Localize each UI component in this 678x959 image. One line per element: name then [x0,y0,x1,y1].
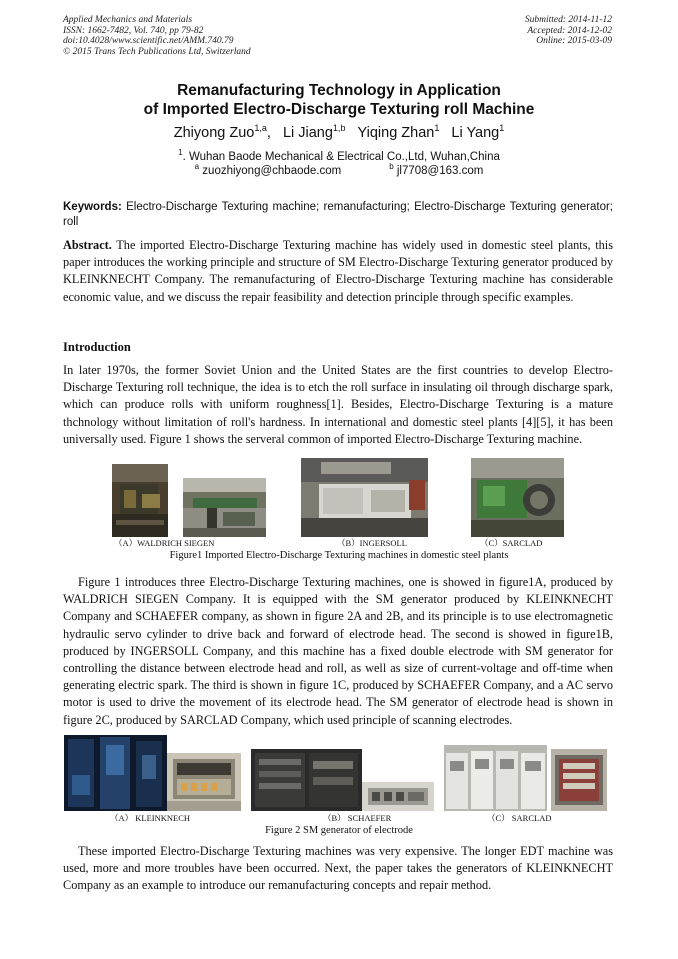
email-a[interactable]: zuozhiyong@chbaode.com [202,165,342,177]
date-submitted: Submitted: 2014-11-12 [524,15,612,25]
author-emails: $^a$ zuozhiyong@chbaode.com $^b$ jl7708@163.com [194,162,484,177]
introduction-paragraph-2: Figure 1 introduces three Electro-Discharge Texturing machines, one is showed in figure1A, produced by WALDRICH SIEGEN Company. It is equipped with the SM generator produced by KLEINKNECHT Company and SCHAEFER company, as shown in figure 2A and 2B, and its principle is to use electromagnetic hydraulic servo cylinder to drive back and forward of electrode head. The second is showed in figure1B, produced by INGERSOLL Company, and this machine has a fixed double electrode with SM generator for controlling the distance between electrode head and roll, as well as size of current-voltage and off-time when generating electric spark. The third is shown in figure 1C, produced by SCHAEFER Company, and a AC servo motor is used to drive the movement of its electrode head. The SM generator of electrode head is shown in figure 2C, produced by SARCLAD Company, which used principle of scanning electrodes. [63,575,613,727]
introduction-paragraph-3: These imported Electro-Discharge Texturing machines was very expensive. The longer EDT machine was used, more and more troubles have been occurred. Next, the paper takes the generators of KLEINKNECHT Company as an example to introduce our remanufacturing concepts and repair method. [63,844,613,893]
abstract [63,237,613,306]
keywords [63,200,613,230]
figure2-label-b: （B） SCHAEFER [323,813,392,823]
figure1-photo-a2 [183,478,266,537]
journal-header [63,15,251,57]
figure1-photo-a1 [112,464,168,537]
figure1-photo-c [471,458,564,537]
author-3: Yiqing Zhan$^1$ [357,123,440,141]
title-line-2: of Imported Electro-Discharge Texturing roll Machine [143,101,535,118]
figure1-label-c: （C）SARCLAD [480,538,543,548]
figure2-photo-c2 [551,749,607,811]
author-1: Zhiyong Zuo$^{1,a}$, [173,123,271,141]
journal-name: Applied Mechanics and Materials [63,15,193,25]
keywords-text: Electro-Discharge Texturing machine; remanufacturing; Electro-Discharge Texturing generator; roll [63,201,614,228]
introduction-paragraph-1: In later 1970s, the former Soviet Union and the United States are the first countries to develop Electro-Discharge Texturing roll technique, the idea is to etch the roll surface in insulating oil through discharge spark, which can produce rolls with uniform roughness[1]. Besides, Electro-Discharge Texturing is a mature thchnology without limitation of roll's hardness. In international and domestic steel plants [4][5], it has been universally used. Figure 1 shows the serveral common of imported Electro-Discharge Texturing machine. [63,363,613,446]
figure1-caption: Figure1 Imported Electro-Discharge Texturing machines in domestic steel plants [169,550,509,561]
author-4: Li Yang$^1$ [451,123,505,141]
introduction-heading: Introduction [63,340,131,354]
dates-header [525,15,612,47]
figure1-label-b: （B）INGERSOLL [337,538,407,548]
figure1-label-a: （A）WALDRICH SIEGEN [114,538,215,548]
figure2-photo-a2 [167,753,241,811]
date-accepted: Accepted: 2014-12-02 [527,25,612,36]
journal-copyright: © 2015 Trans Tech Publications Ltd, Switzerland [63,46,251,57]
author-list [0,124,678,142]
abstract-label: Abstract. [63,238,112,252]
date-online: Online: 2015-03-09 [536,36,612,47]
paper-title [0,81,678,119]
journal-issn: ISSN: 1662-7482, Vol. 740, pp 79-82 [63,25,204,36]
abstract-text: The imported Electro-Discharge Texturing machine has widely used in domestic steel plants, this paper introduces the working principle and structure of SM Electro-Discharge Texturing generator produced by KLEINKNECHT Company. The remanufacturing of Electro-Discharge Texturing machine has considerable economic value, and we discuss the repair feasibility and detection principle through specific examples. [63,238,613,304]
author-2: Li Jiang$^{1,b}$ [282,123,346,141]
affiliation: $^1$. Wuhan Baode Mechanical & Electrical Co.,Ltd, Wuhan,China [178,148,500,163]
figure2-photo-b1 [251,749,362,811]
figure2-label-c: （C） SARCLAD [487,813,552,823]
figure2-photo-b2 [362,782,434,811]
keywords-label: Keywords: [63,201,122,213]
title-line-1: Remanufacturing Technology in Application [177,82,501,99]
journal-doi: doi:10.4028/www.scientific.net/AMM.740.79 [63,36,234,47]
figure2-label-a: （A） KLEINKNECH [110,813,191,823]
figure2-photo-c1 [444,745,547,811]
figure2-caption: Figure 2 SM generator of electrode [265,825,413,836]
figure1-photo-b [301,458,428,537]
email-b[interactable]: jl7708@163.com [396,165,484,177]
figure2-photo-a1 [64,735,167,811]
